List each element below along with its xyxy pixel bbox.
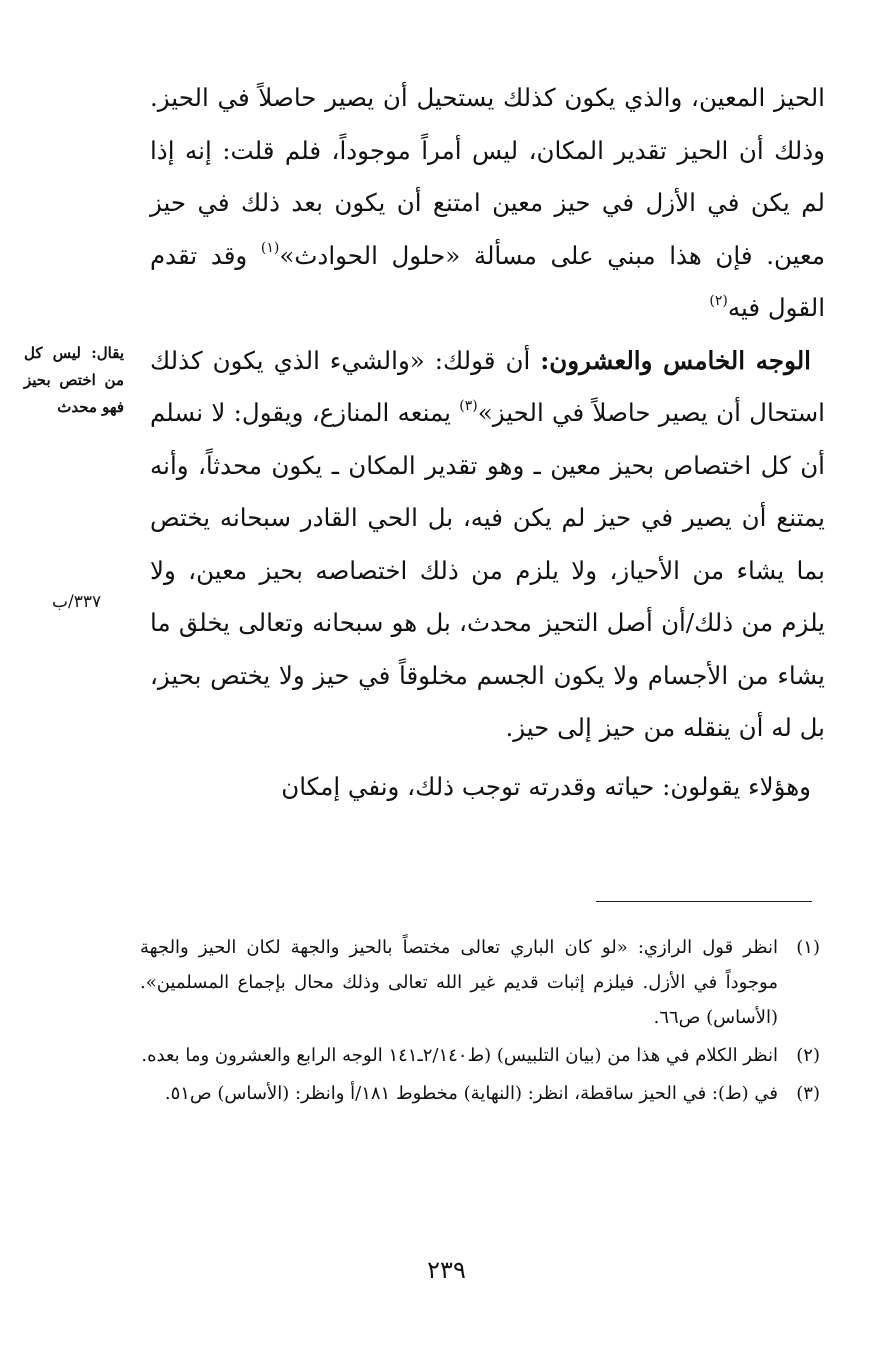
paragraph-2 bbox=[150, 335, 825, 755]
paragraph-2-text-a: أن قولك: «والشيء الذي يكون كذلك استحال أن يصير حاصلاً في الحيز» bbox=[150, 345, 825, 427]
margin-note: يقال: ليس كل من اختص بحيز فهو محدث bbox=[24, 344, 124, 416]
footnote-text: انظر قول الرازي: «لو كان الباري تعالى مختصاً بالحيز والجهة لكان الحيز والجهة موجوداً في الأزل. فيلزم إثبات قديم غير الله تعالى وذلك محال بإجماع المسلمين». (الأساس) ص٦٦. bbox=[140, 937, 778, 1028]
footnote-number: (٣) bbox=[796, 1083, 820, 1104]
paragraph-1-text: الحيز المعين، والذي يكون كذلك يستحيل أن يصير حاصلاً في الحيز. وذلك أن الحيز تقدير المكان، ليس أمراً موجوداً، فلم قلت: إنه إذا لم يكن في الأزل في حيز معين امتنع أن يكون بعد ذلك في حيز معين. فإن هذا مبني على مسألة «حلول الحوادث» bbox=[150, 83, 825, 270]
paragraph-1-tail: وقد تقدم القول فيه bbox=[150, 240, 825, 322]
footnotes bbox=[140, 930, 820, 1114]
paragraph-1 bbox=[150, 72, 825, 335]
section-label: الوجه الخامس والعشرون: bbox=[540, 345, 811, 375]
page-number: ٢٣٩ bbox=[427, 1256, 466, 1284]
footnote-ref-3: (٣) bbox=[459, 397, 478, 414]
paragraph-2-text-b: يمنعه المنازع، ويقول: لا نسلم أن كل اختصاص بحيز معين ـ وهو تقدير المكان ـ يكون محدثاً، وأنه يمتنع أن يصير في حيز لم يكن فيه، بل الحي القادر سبحانه يختص بما يشاء من الأحياز، ولا يلزم من ذلك اختصاصه بحيز معين، ولا يلزم من ذلك/أن أصل التحيز محدث، بل هو سبحانه وتعالى يخلق ما يشاء من الأجسام ولا يكون الجسم مخلوقاً في حيز ولا يختص بحيز، بل له أن ينقله من حيز إلى حيز. bbox=[150, 398, 825, 742]
footnote-divider bbox=[596, 901, 812, 902]
footnote-ref-1: (١) bbox=[260, 240, 280, 257]
footnote-text: في (ط): في الحيز ساقطة، انظر: (النهاية) مخطوط ١٨١/أ وانظر: (الأساس) ص٥١. bbox=[164, 1083, 778, 1104]
footnote-text: انظر الكلام في هذا من (بيان التلبيس) (ط٢/١٤٠ـ١٤١ الوجه الرابع والعشرون وما بعده. bbox=[141, 1045, 778, 1066]
paragraph-3: وهؤلاء يقولون: حياته وقدرته توجب ذلك، ونفي إمكان bbox=[281, 771, 811, 801]
footnote-3 bbox=[140, 1076, 820, 1111]
margin-folio-reference: ٣٣٧/ب bbox=[52, 592, 102, 612]
main-text bbox=[150, 72, 825, 813]
footnote-1 bbox=[140, 930, 820, 1035]
footnote-ref-2: (٢) bbox=[709, 292, 728, 309]
footnote-number: (٢) bbox=[796, 1045, 820, 1066]
footnote-number: (١) bbox=[796, 937, 820, 958]
footnote-2 bbox=[140, 1038, 820, 1073]
